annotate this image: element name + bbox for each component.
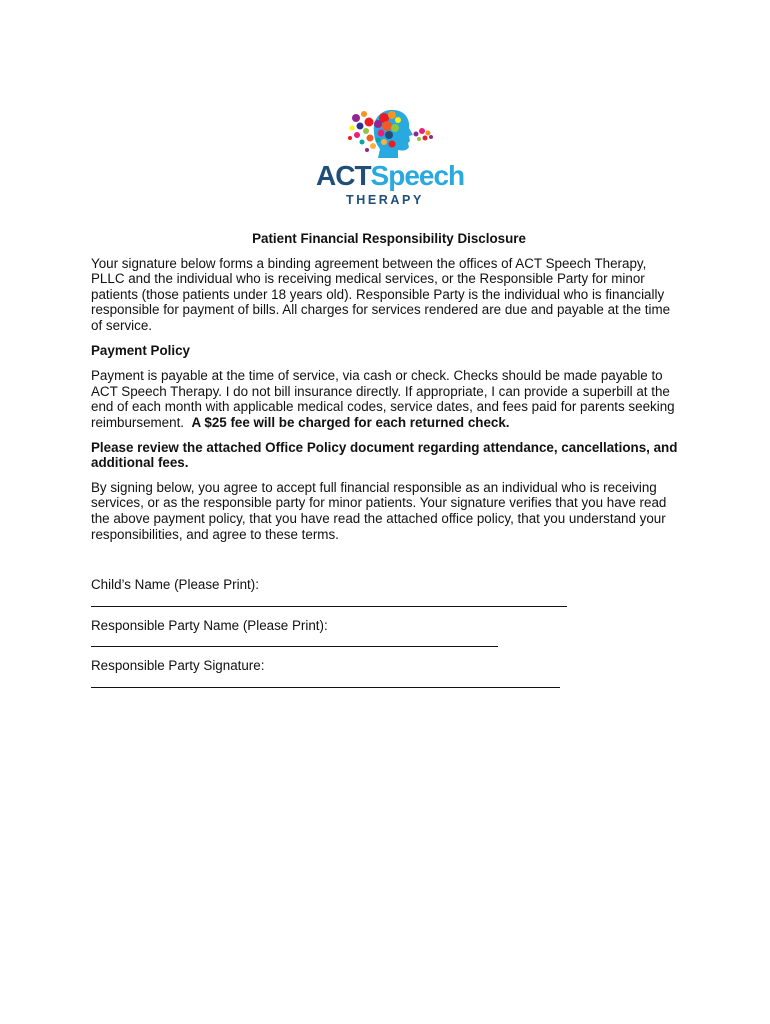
returned-check-fee-notice: A $25 fee will be charged for each returned check. (191, 414, 510, 430)
logo-speech-text: Speech (370, 160, 465, 191)
logo-wordmark (316, 161, 464, 191)
responsible-signature-label: Responsible Party Signature: (91, 658, 265, 674)
act-speech-therapy-logo (312, 104, 465, 212)
logo-subtitle: THERAPY (346, 193, 424, 207)
child-name-label: Child’s Name (Please Print): (91, 577, 259, 593)
payment-policy-heading: Payment Policy (91, 342, 190, 358)
document-body (91, 231, 683, 699)
payment-policy-paragraph (91, 368, 683, 430)
office-policy-notice: Please review the attached Office Policy document regarding attendance, cancellations, and additional fees. (91, 439, 678, 471)
head-dots-icon (312, 104, 460, 164)
payment-policy-body: Payment is payable at the time of service, via cash or check. Checks should be made payable to ACT Speech Therapy. I do not bill insurance directly. If appropriate, I can provide a superbill at the end of each month with applicable medical codes, service dates, and fees paid for parents seeking reimbursement. (91, 368, 675, 430)
logo-act-text: ACT (316, 160, 371, 191)
responsible-name-label: Responsible Party Name (Please Print): (91, 617, 328, 633)
page-title: Patient Financial Responsibility Disclosure (252, 231, 526, 246)
child-name-line[interactable] (91, 606, 567, 607)
intro-paragraph: Your signature below forms a binding agreement between the offices of ACT Speech Therapy, PLLC and the individual who is receiving medical services, or the Responsible Party for minor patients (those patients under 18 years old). Responsible Party is the individual who is financially responsible for payment of bills. All charges for services rendered are due and payable at the time of service. (91, 255, 671, 333)
agreement-paragraph: By signing below, you agree to accept full financial responsible as an individual who is receiving services, or as the responsible party for minor patients. Your signature verifies that you have read the above payment policy, that you have read the attached office policy, that you understand your responsibilities, and agree to these terms. (91, 479, 667, 542)
responsible-signature-line[interactable] (91, 687, 560, 688)
responsible-name-line[interactable] (91, 646, 498, 647)
